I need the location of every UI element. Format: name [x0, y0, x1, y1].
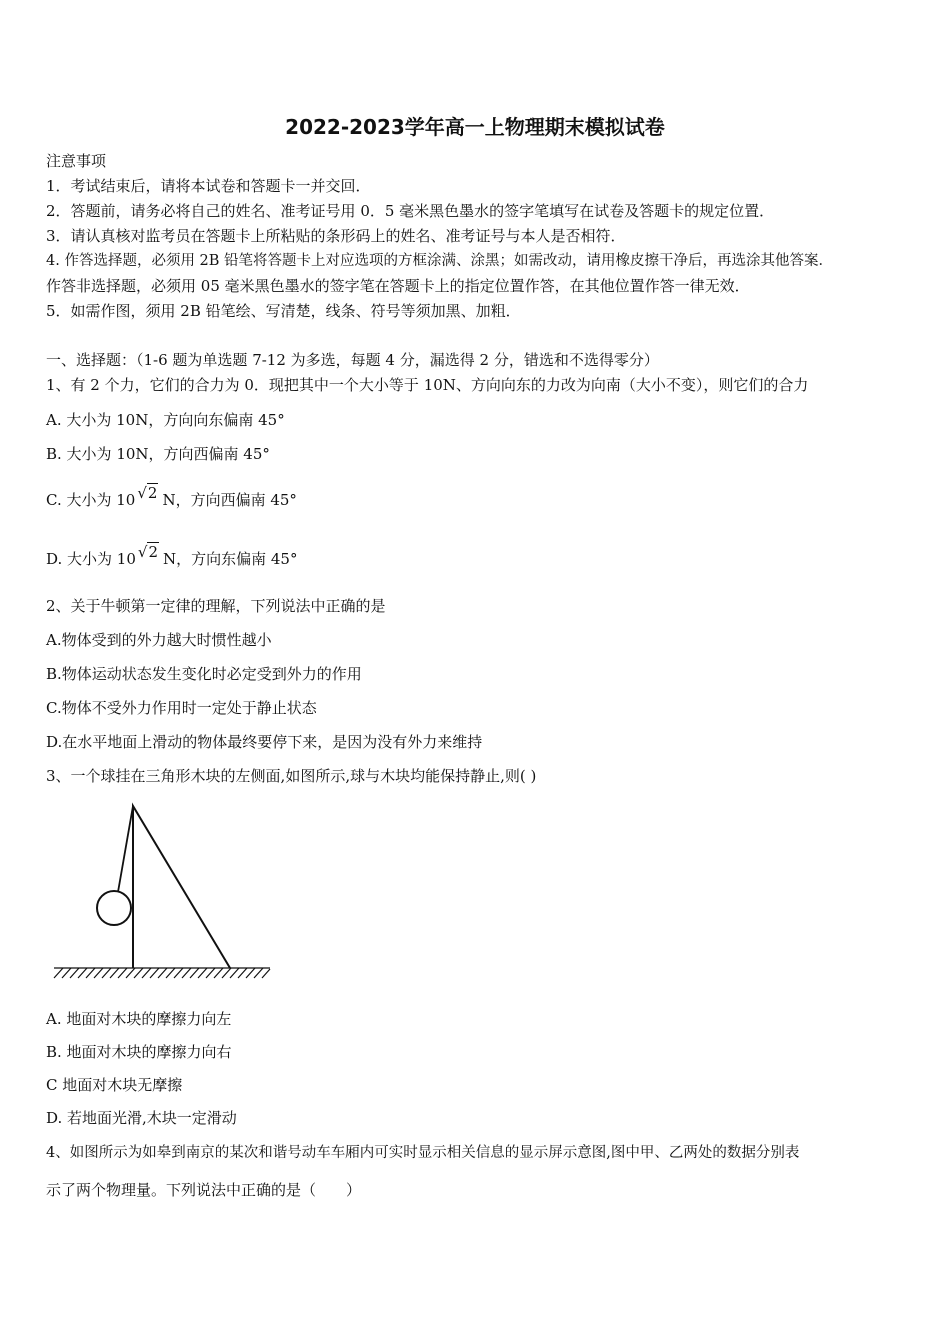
sqrt-symbol: √2 — [137, 484, 158, 502]
question-1-option-b: B. 大小为 10N，方向西偏南 45° — [46, 445, 270, 463]
question-1-stem: 1、有 2 个力，它们的合力为 0．现把其中一个大小等于 10N、方向向东的力改为向南（大小不变），则它们的合力 — [46, 376, 809, 394]
option-c-suffix: N，方向西偏南 45° — [162, 491, 297, 509]
ground-hatching — [54, 968, 270, 978]
question-3-option-c: C 地面对木块无摩擦 — [46, 1076, 183, 1094]
notice-item: 作答非选择题，必须用 05 毫米黑色墨水的签字笔在答题卡上的指定位置作答，在其他位置作答一律无效． — [46, 277, 750, 295]
section-heading: 一、选择题：（1-6 题为单选题 7-12 为多选，每题 4 分，漏选得 2 分，错选和不选得零分） — [46, 351, 659, 369]
string — [118, 806, 133, 892]
sqrt-symbol: √2 — [137, 543, 158, 561]
notice-item: 1．考试结束后，请将本试卷和答题卡一并交回． — [46, 177, 371, 195]
notice-item: 2．答题前，请务必将自己的姓名、准考证号用 0．5 毫米黑色墨水的签字笔填写在试卷及答题卡的规定位置． — [46, 202, 775, 220]
question-2-option-a: A.物体受到的外力越大时惯性越小 — [46, 631, 272, 649]
question-4-stem-line1: 4、如图所示为如皋到南京的某次和谐号动车车厢内可实时显示相关信息的显示屏示意图,图中甲、乙两处的数据分别表 — [46, 1145, 800, 1161]
question-3-option-d: D. 若地面光滑,木块一定滑动 — [46, 1109, 237, 1127]
ball-wedge-figure — [48, 802, 274, 982]
radicand: 2 — [147, 484, 158, 502]
question-2-option-b: B.物体运动状态发生变化时必定受到外力的作用 — [46, 665, 362, 683]
notice-item: 3．请认真核对监考员在答题卡上所粘贴的条形码上的姓名、准考证号与本人是否相符． — [46, 227, 626, 245]
notice-item: 5．如需作图，须用 2B 铅笔绘、写清楚，线条、符号等须加黑、加粗． — [46, 302, 521, 320]
question-3-stem: 3、一个球挂在三角形木块的左侧面,如图所示,球与木块均能保持静止,则( ) — [46, 767, 537, 785]
wedge — [133, 806, 230, 968]
option-c-prefix: C. 大小为 10 — [46, 491, 136, 509]
option-d-suffix: N，方向东偏南 45° — [163, 550, 298, 568]
question-2-option-d: D.在水平地面上滑动的物体最终要停下来，是因为没有外力来维持 — [46, 733, 483, 751]
option-d-prefix: D. 大小为 10 — [46, 550, 136, 568]
question-4-stem-line2: 示了两个物理量。下列说法中正确的是（ ） — [46, 1181, 362, 1199]
radicand: 2 — [148, 543, 158, 561]
ball — [97, 891, 131, 925]
notice-heading: 注意事项 — [46, 152, 107, 170]
question-3-option-a: A. 地面对木块的摩擦力向左 — [46, 1010, 232, 1028]
question-3-option-b: B. 地面对木块的摩擦力向右 — [46, 1043, 232, 1061]
question-1-option-c — [46, 484, 297, 510]
question-1-option-a: A. 大小为 10N，方向向东偏南 45° — [46, 411, 285, 429]
question-2-option-c: C.物体不受外力作用时一定处于静止状态 — [46, 699, 317, 717]
notice-item: 4. 作答选择题，必须用 2B 铅笔将答题卡上对应选项的方框涂满、涂黑；如需改动，请用橡皮擦干净后，再选涂其他答案． — [46, 253, 834, 269]
page-title: 2022-2023学年高一上物理期末模拟试卷 — [285, 115, 665, 139]
question-1-option-d — [46, 543, 298, 569]
question-2-stem: 2、关于牛顿第一定律的理解，下列说法中正确的是 — [46, 597, 386, 615]
